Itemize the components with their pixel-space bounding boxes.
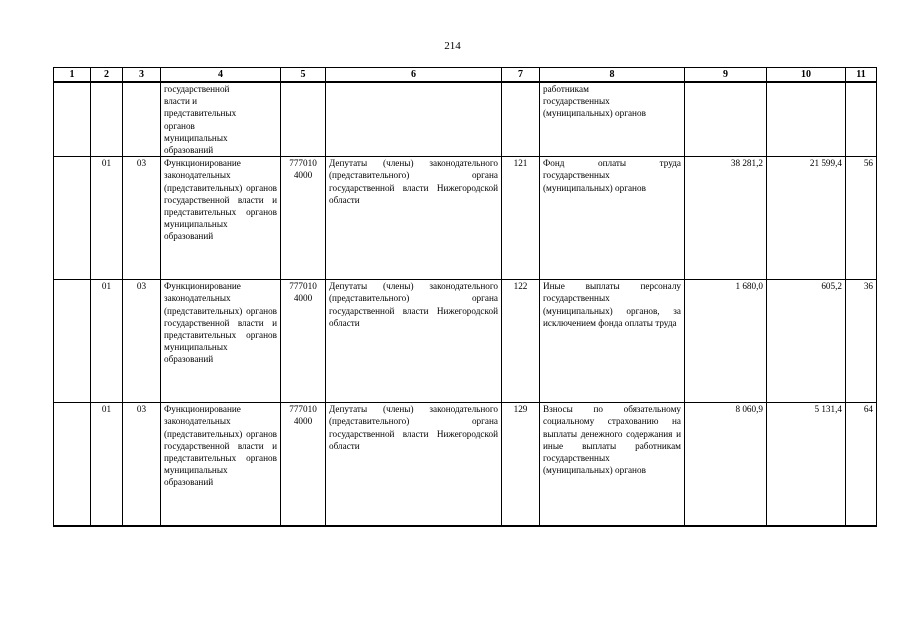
cell-section-name: Функционирование законодательных (представительных) органов государственной власти и представительных органов муниципальных образований [161,403,281,527]
cell-expense-type [502,82,540,157]
cell-subsection [123,82,161,157]
cell-col9: 8 060,9 [685,403,767,527]
cell-expense-type: 122 [502,280,540,403]
cell-col10 [767,82,846,157]
cell-col1 [54,280,91,403]
column-header: 10 [767,68,846,83]
cell-col9: 1 680,0 [685,280,767,403]
cell-target-code: 777010 4000 [281,403,326,527]
cell-section [91,82,123,157]
cell-target-code [281,82,326,157]
column-header: 9 [685,68,767,83]
cell-col10: 605,2 [767,280,846,403]
cell-section-name: Функционирование законодательных (представительных) органов государственной власти и представительных органов муниципальных образований [161,157,281,280]
column-header: 2 [91,68,123,83]
column-header: 7 [502,68,540,83]
cell-subsection: 03 [123,280,161,403]
cell-subsection: 03 [123,403,161,527]
cell-expense-type: 129 [502,403,540,527]
cell-expense-type: 121 [502,157,540,280]
column-header: 4 [161,68,281,83]
cell-target-code: 777010 4000 [281,157,326,280]
cell-col11: 56 [846,157,877,280]
cell-expense-name: Фонд оплаты труда государственных (муниципальных) органов [540,157,685,280]
cell-expense-name: Иные выплаты персоналу государственных (муниципальных) органов, за исключением фонда оплаты труда [540,280,685,403]
cell-section-name: государственной власти и представительных органов муниципальных образований [161,82,281,157]
budget-table [53,67,877,527]
cell-subsection: 03 [123,157,161,280]
cell-target-code: 777010 4000 [281,280,326,403]
table-row [54,280,877,403]
cell-section-name: Функционирование законодательных (представительных) органов государственной власти и представительных органов муниципальных образований [161,280,281,403]
table-row [54,82,877,157]
cell-col1 [54,157,91,280]
header-row [54,68,877,83]
column-header: 5 [281,68,326,83]
cell-col11 [846,82,877,157]
column-header: 1 [54,68,91,83]
cell-expense-name: работникам государственных (муниципальных) органов [540,82,685,157]
page-number: 214 [444,40,461,52]
cell-col9: 38 281,2 [685,157,767,280]
table-row [54,403,877,527]
cell-section: 01 [91,157,123,280]
cell-expense-name: Взносы по обязательному социальному страхованию на выплаты денежного содержания и иные выплаты работникам государственных (муниципальных) органов [540,403,685,527]
cell-section: 01 [91,403,123,527]
cell-section: 01 [91,280,123,403]
cell-col9 [685,82,767,157]
column-header: 3 [123,68,161,83]
cell-col10: 21 599,4 [767,157,846,280]
cell-target-name: Депутаты (члены) законодательного (представительного) органа государственной власти Нижегородской области [326,403,502,527]
cell-col1 [54,403,91,527]
cell-target-name [326,82,502,157]
cell-target-name: Депутаты (члены) законодательного (представительного) органа государственной власти Нижегородской области [326,157,502,280]
column-header: 11 [846,68,877,83]
cell-col10: 5 131,4 [767,403,846,527]
cell-target-name: Депутаты (члены) законодательного (представительного) органа государственной власти Нижегородской области [326,280,502,403]
cell-col11: 64 [846,403,877,527]
column-header: 6 [326,68,502,83]
cell-col1 [54,82,91,157]
table-row [54,157,877,280]
cell-col11: 36 [846,280,877,403]
column-header: 8 [540,68,685,83]
